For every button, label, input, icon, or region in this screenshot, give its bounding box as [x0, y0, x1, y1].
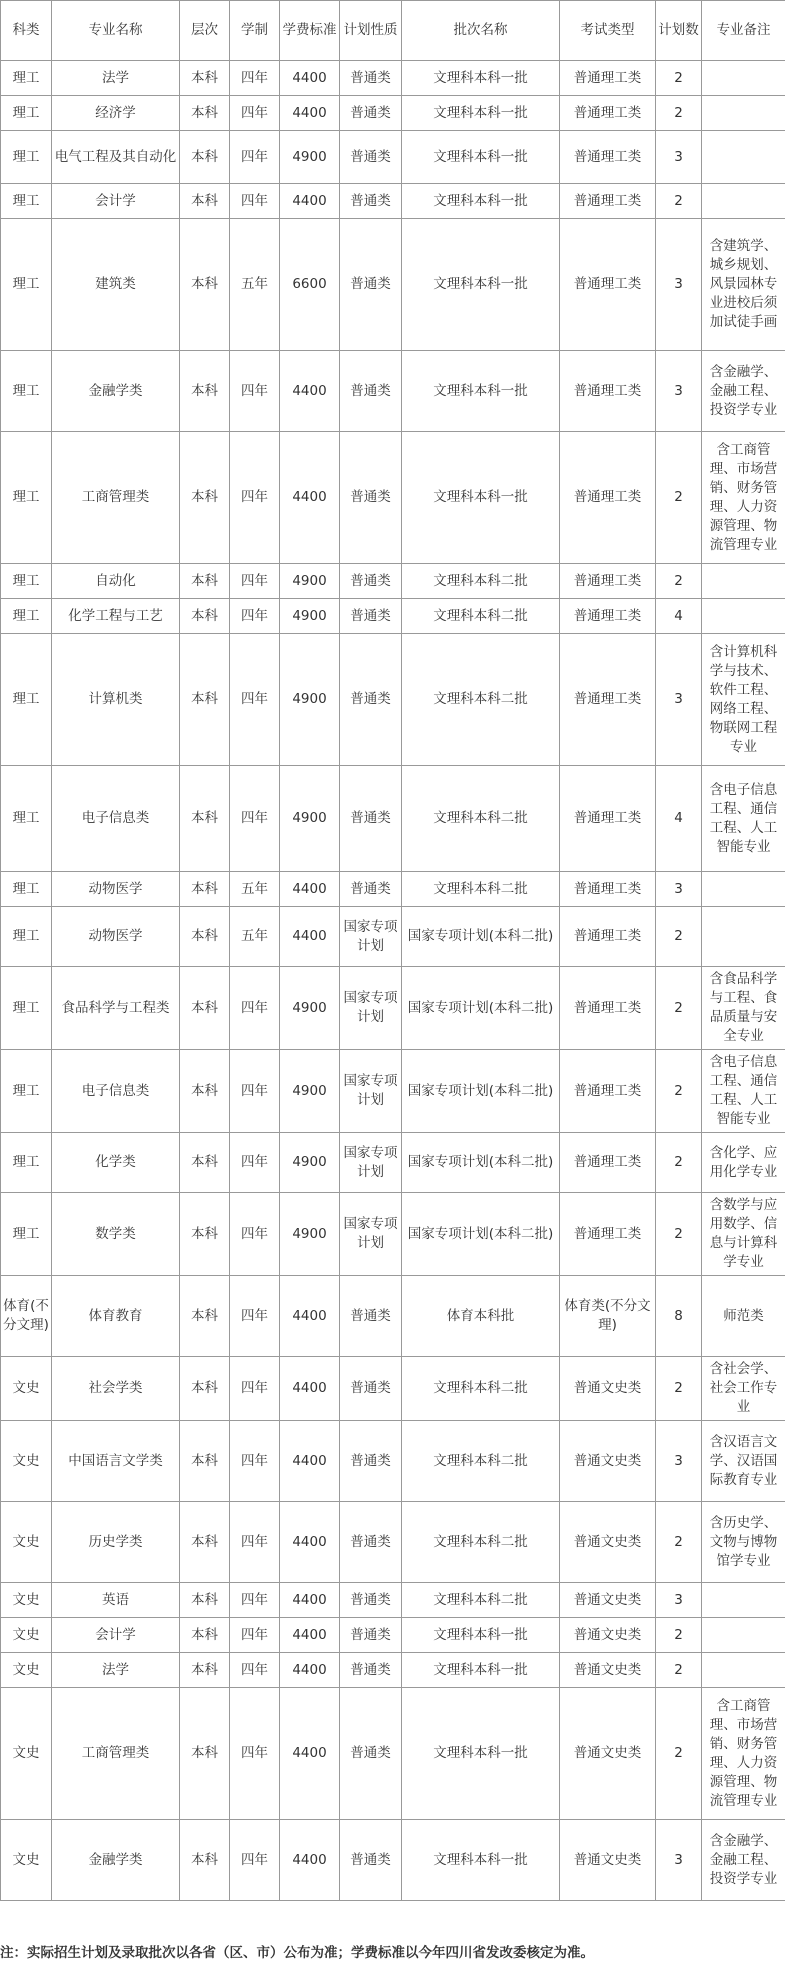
header-exam-type: 考试类型 [560, 1, 656, 61]
cell-exam-type: 普通文史类 [560, 1502, 656, 1583]
cell-major-name: 法学 [52, 1653, 180, 1688]
cell-level: 本科 [180, 872, 230, 907]
cell-exam-type: 普通理工类 [560, 184, 656, 219]
cell-plan-type: 普通类 [340, 1502, 402, 1583]
cell-level: 本科 [180, 1193, 230, 1276]
cell-tuition: 4900 [280, 766, 340, 872]
table-row [1, 1502, 785, 1583]
cell-batch-name: 国家专项计划(本科二批) [402, 1050, 560, 1133]
cell-batch-name: 国家专项计划(本科二批) [402, 967, 560, 1050]
cell-level: 本科 [180, 1276, 230, 1357]
header-subject-category: 科类 [1, 1, 52, 61]
cell-tuition: 4400 [280, 907, 340, 967]
cell-major-name: 会计学 [52, 1618, 180, 1653]
cell-duration: 四年 [230, 131, 280, 184]
cell-plan-type: 普通类 [340, 219, 402, 351]
cell-plan-count: 8 [656, 1276, 702, 1357]
cell-major-name: 自动化 [52, 564, 180, 599]
cell-subject-category: 文史 [1, 1820, 52, 1901]
cell-major-name: 经济学 [52, 96, 180, 131]
cell-plan-type: 国家专项计划 [340, 907, 402, 967]
table-row [1, 1421, 785, 1502]
cell-tuition: 4400 [280, 1653, 340, 1688]
cell-duration: 四年 [230, 61, 280, 96]
cell-major-notes: 含化学、应用化学专业 [702, 1133, 785, 1193]
cell-major-notes [702, 907, 785, 967]
cell-subject-category: 体育(不分文理) [1, 1276, 52, 1357]
cell-duration: 五年 [230, 872, 280, 907]
cell-major-name: 中国语言文学类 [52, 1421, 180, 1502]
cell-exam-type: 普通理工类 [560, 564, 656, 599]
header-plan-count: 计划数 [656, 1, 702, 61]
cell-tuition: 4400 [280, 1618, 340, 1653]
cell-batch-name: 国家专项计划(本科二批) [402, 1133, 560, 1193]
cell-major-notes [702, 61, 785, 96]
cell-plan-count: 2 [656, 1193, 702, 1276]
cell-batch-name: 文理科本科一批 [402, 1618, 560, 1653]
cell-major-name: 英语 [52, 1583, 180, 1618]
cell-exam-type: 普通理工类 [560, 432, 656, 564]
table-row [1, 432, 785, 564]
cell-subject-category: 理工 [1, 766, 52, 872]
cell-major-notes: 含电子信息工程、通信工程、人工智能专业 [702, 1050, 785, 1133]
cell-plan-count: 2 [656, 432, 702, 564]
cell-major-name: 数学类 [52, 1193, 180, 1276]
cell-subject-category: 理工 [1, 219, 52, 351]
cell-subject-category: 理工 [1, 351, 52, 432]
cell-major-name: 金融学类 [52, 1820, 180, 1901]
cell-plan-count: 2 [656, 967, 702, 1050]
header-tuition: 学费标准 [280, 1, 340, 61]
cell-level: 本科 [180, 967, 230, 1050]
cell-major-notes: 含汉语言文学、汉语国际教育专业 [702, 1421, 785, 1502]
cell-batch-name: 文理科本科二批 [402, 766, 560, 872]
cell-exam-type: 普通文史类 [560, 1618, 656, 1653]
header-level: 层次 [180, 1, 230, 61]
table-row [1, 634, 785, 766]
cell-plan-count: 3 [656, 131, 702, 184]
cell-plan-type: 国家专项计划 [340, 1193, 402, 1276]
cell-batch-name: 文理科本科一批 [402, 1653, 560, 1688]
cell-plan-type: 普通类 [340, 1583, 402, 1618]
cell-batch-name: 文理科本科一批 [402, 219, 560, 351]
cell-major-name: 动物医学 [52, 872, 180, 907]
table-row [1, 872, 785, 907]
cell-plan-count: 2 [656, 96, 702, 131]
cell-subject-category: 理工 [1, 1193, 52, 1276]
cell-major-notes: 含工商管理、市场营销、财务管理、人力资源管理、物流管理专业 [702, 1688, 785, 1820]
table-row [1, 351, 785, 432]
cell-plan-count: 4 [656, 766, 702, 872]
cell-plan-count: 2 [656, 184, 702, 219]
table-row [1, 1820, 785, 1901]
cell-level: 本科 [180, 1618, 230, 1653]
cell-subject-category: 理工 [1, 967, 52, 1050]
cell-level: 本科 [180, 1583, 230, 1618]
cell-duration: 四年 [230, 1421, 280, 1502]
cell-exam-type: 普通理工类 [560, 131, 656, 184]
cell-major-notes [702, 872, 785, 907]
cell-batch-name: 文理科本科二批 [402, 1583, 560, 1618]
cell-plan-count: 2 [656, 1688, 702, 1820]
cell-major-name: 历史学类 [52, 1502, 180, 1583]
cell-level: 本科 [180, 1820, 230, 1901]
table-row [1, 967, 785, 1050]
cell-subject-category: 理工 [1, 872, 52, 907]
table-row [1, 1583, 785, 1618]
table-row [1, 1276, 785, 1357]
cell-subject-category: 理工 [1, 61, 52, 96]
table-row [1, 1653, 785, 1688]
cell-major-notes [702, 1583, 785, 1618]
cell-duration: 四年 [230, 432, 280, 564]
cell-major-notes: 含计算机科学与技术、软件工程、网络工程、物联网工程专业 [702, 634, 785, 766]
cell-subject-category: 理工 [1, 634, 52, 766]
cell-tuition: 4400 [280, 351, 340, 432]
cell-duration: 四年 [230, 1050, 280, 1133]
cell-major-notes [702, 564, 785, 599]
cell-plan-type: 国家专项计划 [340, 1050, 402, 1133]
cell-batch-name: 文理科本科一批 [402, 351, 560, 432]
cell-major-name: 动物医学 [52, 907, 180, 967]
cell-exam-type: 普通理工类 [560, 351, 656, 432]
cell-level: 本科 [180, 131, 230, 184]
cell-duration: 四年 [230, 184, 280, 219]
cell-tuition: 4900 [280, 1193, 340, 1276]
cell-level: 本科 [180, 634, 230, 766]
cell-batch-name: 文理科本科二批 [402, 1421, 560, 1502]
cell-exam-type: 普通文史类 [560, 1583, 656, 1618]
cell-tuition: 4400 [280, 61, 340, 96]
cell-tuition: 4900 [280, 564, 340, 599]
cell-plan-type: 普通类 [340, 872, 402, 907]
cell-batch-name: 文理科本科二批 [402, 634, 560, 766]
table-row [1, 1193, 785, 1276]
cell-level: 本科 [180, 1688, 230, 1820]
cell-batch-name: 文理科本科一批 [402, 96, 560, 131]
cell-plan-count: 4 [656, 599, 702, 634]
cell-level: 本科 [180, 907, 230, 967]
cell-plan-count: 2 [656, 907, 702, 967]
cell-level: 本科 [180, 351, 230, 432]
header-duration: 学制 [230, 1, 280, 61]
table-row [1, 1357, 785, 1421]
cell-exam-type: 普通理工类 [560, 967, 656, 1050]
cell-tuition: 6600 [280, 219, 340, 351]
cell-duration: 四年 [230, 1193, 280, 1276]
cell-plan-count: 3 [656, 1583, 702, 1618]
cell-tuition: 4900 [280, 634, 340, 766]
cell-major-name: 社会学类 [52, 1357, 180, 1421]
cell-major-notes: 含历史学、文物与博物馆学专业 [702, 1502, 785, 1583]
cell-level: 本科 [180, 599, 230, 634]
cell-major-name: 金融学类 [52, 351, 180, 432]
cell-tuition: 4400 [280, 1688, 340, 1820]
table-row [1, 131, 785, 184]
cell-exam-type: 普通理工类 [560, 599, 656, 634]
cell-level: 本科 [180, 766, 230, 872]
cell-major-notes: 含金融学、金融工程、投资学专业 [702, 351, 785, 432]
cell-plan-type: 普通类 [340, 432, 402, 564]
cell-batch-name: 文理科本科二批 [402, 564, 560, 599]
cell-subject-category: 文史 [1, 1502, 52, 1583]
cell-major-name: 建筑类 [52, 219, 180, 351]
cell-tuition: 4400 [280, 1276, 340, 1357]
header-major-name: 专业名称 [52, 1, 180, 61]
cell-exam-type: 普通理工类 [560, 96, 656, 131]
cell-subject-category: 文史 [1, 1357, 52, 1421]
cell-batch-name: 国家专项计划(本科二批) [402, 907, 560, 967]
cell-exam-type: 普通文史类 [560, 1357, 656, 1421]
cell-plan-type: 普通类 [340, 1820, 402, 1901]
cell-major-notes: 含工商管理、市场营销、财务管理、人力资源管理、物流管理专业 [702, 432, 785, 564]
cell-plan-count: 3 [656, 351, 702, 432]
cell-tuition: 4900 [280, 967, 340, 1050]
cell-level: 本科 [180, 1421, 230, 1502]
cell-level: 本科 [180, 432, 230, 564]
cell-plan-type: 普通类 [340, 599, 402, 634]
cell-major-name: 化学类 [52, 1133, 180, 1193]
table-row [1, 1133, 785, 1193]
cell-plan-type: 普通类 [340, 131, 402, 184]
header-batch-name: 批次名称 [402, 1, 560, 61]
cell-batch-name: 国家专项计划(本科二批) [402, 1193, 560, 1276]
cell-duration: 五年 [230, 219, 280, 351]
cell-tuition: 4400 [280, 1502, 340, 1583]
cell-plan-count: 3 [656, 1421, 702, 1502]
cell-duration: 四年 [230, 351, 280, 432]
cell-batch-name: 文理科本科二批 [402, 1357, 560, 1421]
cell-duration: 四年 [230, 1688, 280, 1820]
cell-tuition: 4900 [280, 1050, 340, 1133]
cell-plan-type: 普通类 [340, 1421, 402, 1502]
table-row [1, 184, 785, 219]
cell-tuition: 4400 [280, 432, 340, 564]
cell-plan-type: 普通类 [340, 351, 402, 432]
cell-plan-count: 2 [656, 1653, 702, 1688]
table-header-row [1, 1, 785, 61]
cell-level: 本科 [180, 1133, 230, 1193]
cell-duration: 四年 [230, 766, 280, 872]
cell-batch-name: 文理科本科一批 [402, 1820, 560, 1901]
cell-duration: 四年 [230, 1357, 280, 1421]
cell-exam-type: 普通理工类 [560, 766, 656, 872]
cell-level: 本科 [180, 1653, 230, 1688]
cell-major-notes [702, 1653, 785, 1688]
cell-batch-name: 文理科本科一批 [402, 1688, 560, 1820]
cell-duration: 四年 [230, 1653, 280, 1688]
cell-subject-category: 文史 [1, 1688, 52, 1820]
cell-exam-type: 普通理工类 [560, 907, 656, 967]
table-row [1, 766, 785, 872]
cell-subject-category: 理工 [1, 1133, 52, 1193]
cell-tuition: 4400 [280, 872, 340, 907]
cell-duration: 四年 [230, 564, 280, 599]
cell-tuition: 4400 [280, 96, 340, 131]
cell-duration: 四年 [230, 1820, 280, 1901]
cell-duration: 四年 [230, 1583, 280, 1618]
table-row [1, 96, 785, 131]
cell-plan-type: 普通类 [340, 634, 402, 766]
cell-tuition: 4400 [280, 1421, 340, 1502]
cell-subject-category: 文史 [1, 1618, 52, 1653]
cell-plan-type: 普通类 [340, 61, 402, 96]
cell-major-notes [702, 96, 785, 131]
cell-subject-category: 理工 [1, 599, 52, 634]
cell-level: 本科 [180, 96, 230, 131]
footnote: 注：实际招生计划及录取批次以各省（区、市）公布为准；学费标准以今年四川省发改委核定为准。 [0, 1945, 594, 1961]
table-row [1, 1050, 785, 1133]
cell-duration: 四年 [230, 1618, 280, 1653]
cell-major-name: 体育教育 [52, 1276, 180, 1357]
table-row [1, 61, 785, 96]
cell-plan-type: 普通类 [340, 1688, 402, 1820]
cell-plan-count: 2 [656, 564, 702, 599]
cell-plan-count: 3 [656, 634, 702, 766]
cell-major-notes: 含金融学、金融工程、投资学专业 [702, 1820, 785, 1901]
cell-plan-type: 国家专项计划 [340, 1133, 402, 1193]
cell-plan-count: 2 [656, 1357, 702, 1421]
table-row [1, 907, 785, 967]
cell-major-name: 法学 [52, 61, 180, 96]
cell-exam-type: 普通理工类 [560, 872, 656, 907]
cell-batch-name: 文理科本科一批 [402, 184, 560, 219]
cell-major-notes: 师范类 [702, 1276, 785, 1357]
cell-plan-type: 普通类 [340, 1618, 402, 1653]
cell-exam-type: 普通理工类 [560, 634, 656, 766]
cell-level: 本科 [180, 1050, 230, 1133]
cell-plan-count: 2 [656, 1050, 702, 1133]
cell-major-notes [702, 1618, 785, 1653]
table-row [1, 564, 785, 599]
cell-plan-type: 普通类 [340, 766, 402, 872]
cell-exam-type: 普通理工类 [560, 61, 656, 96]
cell-batch-name: 文理科本科二批 [402, 599, 560, 634]
cell-subject-category: 理工 [1, 907, 52, 967]
cell-subject-category: 理工 [1, 1050, 52, 1133]
table-row [1, 1618, 785, 1653]
cell-plan-type: 普通类 [340, 1357, 402, 1421]
cell-major-name: 会计学 [52, 184, 180, 219]
cell-duration: 五年 [230, 907, 280, 967]
cell-tuition: 4400 [280, 1820, 340, 1901]
cell-major-name: 电子信息类 [52, 766, 180, 872]
cell-plan-type: 普通类 [340, 564, 402, 599]
cell-plan-type: 普通类 [340, 96, 402, 131]
cell-subject-category: 理工 [1, 184, 52, 219]
cell-exam-type: 普通文史类 [560, 1653, 656, 1688]
cell-plan-type: 国家专项计划 [340, 967, 402, 1050]
cell-plan-type: 普通类 [340, 1276, 402, 1357]
cell-tuition: 4900 [280, 599, 340, 634]
cell-plan-count: 2 [656, 1502, 702, 1583]
cell-major-name: 工商管理类 [52, 1688, 180, 1820]
cell-plan-count: 2 [656, 1618, 702, 1653]
table-body [1, 61, 785, 1901]
cell-exam-type: 普通理工类 [560, 1050, 656, 1133]
cell-major-name: 工商管理类 [52, 432, 180, 564]
cell-batch-name: 文理科本科二批 [402, 1502, 560, 1583]
cell-subject-category: 理工 [1, 96, 52, 131]
cell-major-notes: 含建筑学、城乡规划、风景园林专业进校后须加试徒手画 [702, 219, 785, 351]
cell-duration: 四年 [230, 967, 280, 1050]
cell-major-notes [702, 599, 785, 634]
cell-exam-type: 普通理工类 [560, 1133, 656, 1193]
cell-batch-name: 文理科本科二批 [402, 872, 560, 907]
cell-plan-count: 3 [656, 1820, 702, 1901]
cell-level: 本科 [180, 1357, 230, 1421]
table-row [1, 219, 785, 351]
cell-tuition: 4900 [280, 131, 340, 184]
cell-duration: 四年 [230, 1276, 280, 1357]
cell-plan-type: 普通类 [340, 184, 402, 219]
cell-tuition: 4400 [280, 184, 340, 219]
cell-level: 本科 [180, 564, 230, 599]
cell-major-notes: 含电子信息工程、通信工程、人工智能专业 [702, 766, 785, 872]
cell-batch-name: 体育本科批 [402, 1276, 560, 1357]
cell-exam-type: 普通文史类 [560, 1688, 656, 1820]
cell-exam-type: 普通理工类 [560, 1193, 656, 1276]
cell-duration: 四年 [230, 96, 280, 131]
cell-exam-type: 普通理工类 [560, 219, 656, 351]
cell-duration: 四年 [230, 1502, 280, 1583]
table-row [1, 599, 785, 634]
cell-batch-name: 文理科本科一批 [402, 131, 560, 184]
cell-exam-type: 体育类(不分文理) [560, 1276, 656, 1357]
cell-duration: 四年 [230, 634, 280, 766]
cell-tuition: 4400 [280, 1357, 340, 1421]
cell-tuition: 4400 [280, 1583, 340, 1618]
cell-major-name: 食品科学与工程类 [52, 967, 180, 1050]
cell-batch-name: 文理科本科一批 [402, 61, 560, 96]
cell-major-notes: 含社会学、社会工作专业 [702, 1357, 785, 1421]
cell-plan-count: 3 [656, 872, 702, 907]
cell-major-notes [702, 131, 785, 184]
cell-level: 本科 [180, 184, 230, 219]
cell-major-name: 电气工程及其自动化 [52, 131, 180, 184]
cell-duration: 四年 [230, 599, 280, 634]
cell-plan-type: 普通类 [340, 1653, 402, 1688]
table-row [1, 1688, 785, 1820]
cell-tuition: 4900 [280, 1133, 340, 1193]
cell-exam-type: 普通文史类 [560, 1421, 656, 1502]
cell-subject-category: 理工 [1, 432, 52, 564]
cell-subject-category: 理工 [1, 131, 52, 184]
cell-plan-count: 2 [656, 61, 702, 96]
cell-major-name: 计算机类 [52, 634, 180, 766]
cell-level: 本科 [180, 61, 230, 96]
header-major-notes: 专业备注 [702, 1, 785, 61]
cell-exam-type: 普通文史类 [560, 1820, 656, 1901]
header-plan-type: 计划性质 [340, 1, 402, 61]
cell-level: 本科 [180, 219, 230, 351]
cell-level: 本科 [180, 1502, 230, 1583]
cell-major-notes: 含食品科学与工程、食品质量与安全专业 [702, 967, 785, 1050]
cell-major-name: 化学工程与工艺 [52, 599, 180, 634]
cell-batch-name: 文理科本科一批 [402, 432, 560, 564]
cell-subject-category: 文史 [1, 1583, 52, 1618]
cell-duration: 四年 [230, 1133, 280, 1193]
cell-major-name: 电子信息类 [52, 1050, 180, 1133]
cell-major-notes [702, 184, 785, 219]
cell-subject-category: 理工 [1, 564, 52, 599]
cell-plan-count: 3 [656, 219, 702, 351]
cell-subject-category: 文史 [1, 1653, 52, 1688]
cell-major-notes: 含数学与应用数学、信息与计算科学专业 [702, 1193, 785, 1276]
cell-subject-category: 文史 [1, 1421, 52, 1502]
cell-plan-count: 2 [656, 1133, 702, 1193]
